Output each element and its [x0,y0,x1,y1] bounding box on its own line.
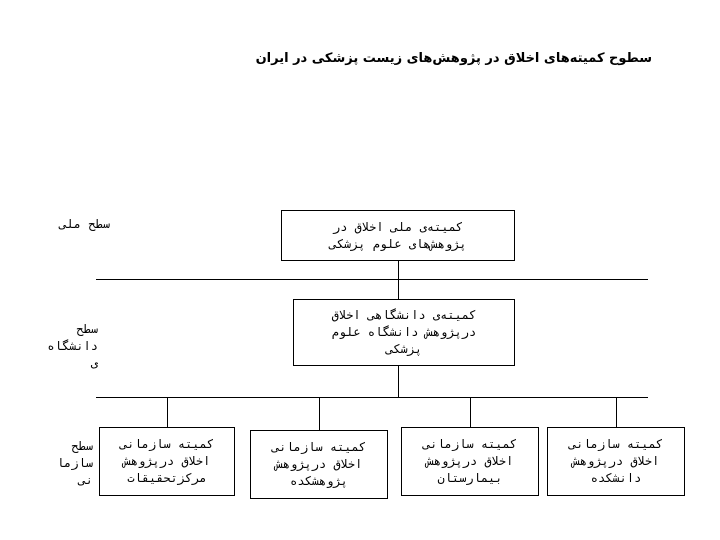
research-center-committee-line: مرکزتحقیقات [127,471,207,485]
connector-university-down [398,366,399,397]
university-committee-line: درپژوهش دانشگاه علوم [331,325,477,339]
level-label-university-line: ی [90,356,98,370]
hospital-committee-box [401,427,539,496]
level-label-organizational-line: سطح [71,439,93,453]
hospital-committee-line: بیمارستان [437,471,503,485]
faculty-committee-line: کمیته سازمانی [569,437,663,451]
connector-divider-university [398,279,399,299]
national-committee-line: پژوهش‌های علوم پزشکی [329,236,467,251]
faculty-committee-line: دانشکده [590,471,642,485]
national-committee-box [281,210,515,261]
level-label-university-line: دانشگاه [47,339,98,353]
level-label-organizational [8,438,93,489]
hospital-committee-line: کمیته سازمانی [423,437,517,451]
research-institute-committee-line: اخلاق درپژوهش [275,457,363,471]
research-institute-committee-box [250,430,388,499]
research-center-committee-box [99,427,235,496]
research-center-committee-line: کمیته سازمانی [120,437,214,451]
faculty-committee-line: اخلاق درپژوهش [572,454,660,468]
connector-national-down [398,261,399,279]
connector-hospital [470,397,471,427]
research-institute-committee-line: پژوهشکده [290,474,348,488]
university-committee-line: پزشکی [385,342,423,356]
national-committee-line: کمیته‌ی ملی اخلاق در [332,219,464,234]
level-label-university-line: سطح [76,322,98,336]
faculty-committee-box [547,427,685,496]
level-label-national-line: سطح ملی [59,217,110,231]
hospital-committee-line: اخلاق درپژوهش [426,454,514,468]
level-label-organizational-line: سازما [56,456,93,470]
university-committee-box [293,299,515,366]
connector-institute [319,397,320,430]
connector-faculty [616,397,617,427]
research-institute-committee-line: کمیته سازمانی [272,440,366,454]
level-label-organizational-line: نی [78,473,93,487]
level-label-national [10,216,110,233]
diagram-title: سطوح کمیته‌های اخلاق در پژوهش‌های زیست پزشکی در ایران [255,51,652,66]
university-committee-line: کمیته‌ی دانشگاهی اخلاق [331,308,477,322]
connector-center [167,397,168,427]
level-label-university [8,321,98,372]
divider-university-organizational [96,397,648,398]
research-center-committee-line: اخلاق درپژوهش [123,454,211,468]
divider-national-university [96,279,648,280]
